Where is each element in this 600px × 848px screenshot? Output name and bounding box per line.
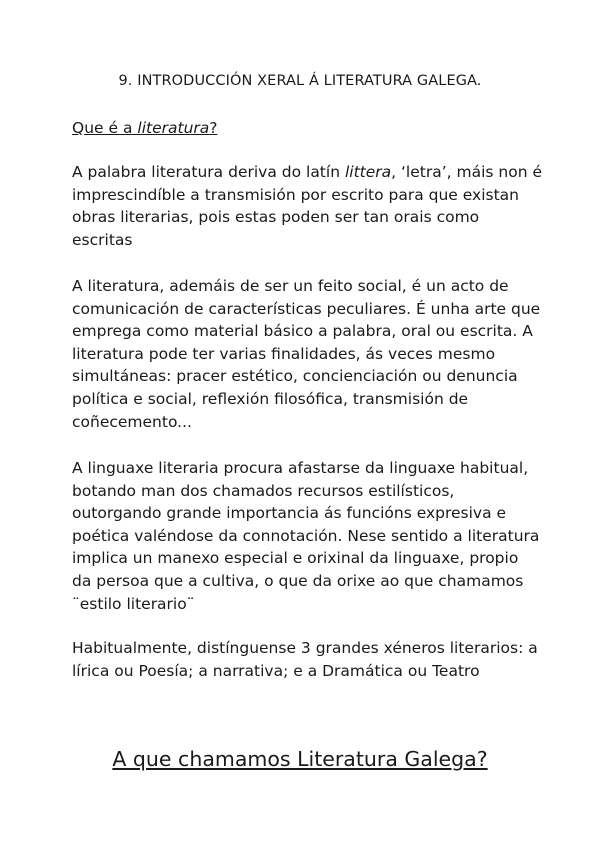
paragraph1-text-before: A palabra literatura deriva do latín [72,163,345,181]
paragraph-literary-genres: Habitualmente, distínguense 3 grandes xéneros literarios: a lírica ou Poesía; a narrativa; e a Dramática ou Teatro [72,639,538,680]
subheading-text-before: Que é a [72,119,138,137]
paragraph-literature-social-fact: A literatura, ademáis de ser un feito social, é un acto de comunicación de características peculiares. É unha arte que emprega como material básico a palabra, oral ou escrita. A literatura pode ter varias finalidades, ás veces mesmo simultáneas: pracer estético, concienciación ou denuncia política e social, reflexión filosófica, transmisión de coñecemento... [72,277,541,431]
paragraph-literary-language: A linguaxe literaria procura afastarse da linguaxe habitual, botando man dos chamados recursos estilísticos, outorgando grande importancia ás funcións expresiva e poética valéndose da connotación. Nese sentido a literatura implica un manexo especial e orixinal da linguaxe, propio da persoa que a cultiva, o que da orixe ao que chamamos ¨estilo literario¨ [72,459,540,613]
paragraph1-text-after: , ‘letra’, máis non é imprescindíble a transmisión por escrito para que existan obras literarias, pois estas poden ser tan orais como escritas [72,163,542,249]
paragraph-literature-etymology [72,161,542,251]
subheading-emphasis: literatura [137,119,210,137]
galician-literature-title: A que chamamos Literatura Galega? [112,747,488,771]
subheading [72,119,218,137]
paragraph1-emphasis: littera [344,163,392,181]
section-heading: 9. INTRODUCCIÓN XERAL Á LITERATURA GALEGA. [118,73,482,89]
subheading-text-after: ? [209,119,218,137]
